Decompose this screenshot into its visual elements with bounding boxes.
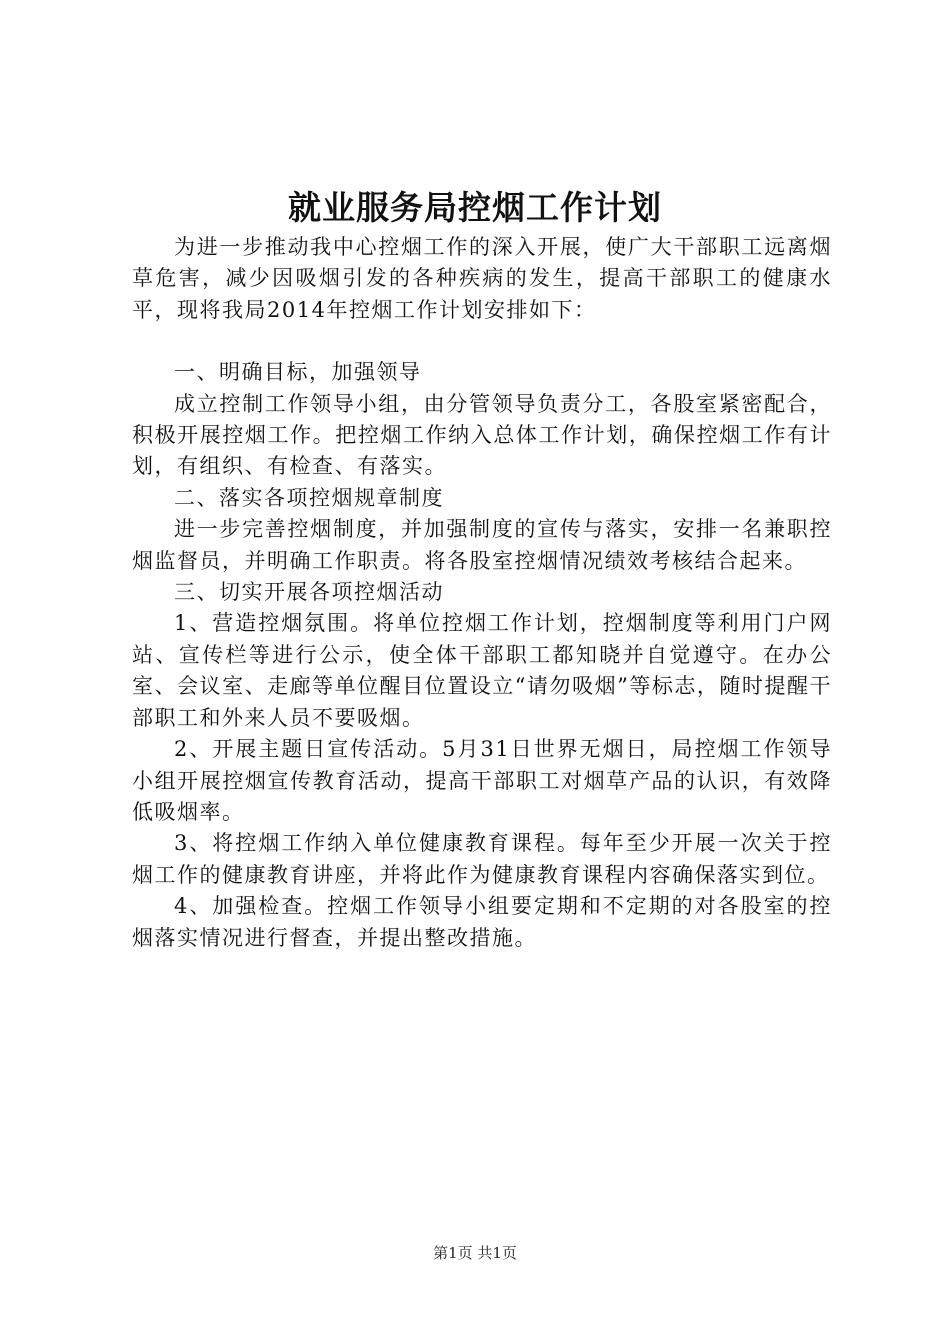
section-3-item-3: 3、将控烟工作纳入单位健康教育课程。每年至少开展一次关于控烟工作的健康教育讲座，并将此作为健康教育课程内容确保落实到位。 — [132, 831, 832, 887]
page-footer: 第1页 共1页 — [433, 1244, 517, 1262]
section-3-heading: 三、切实开展各项控烟活动 — [174, 580, 444, 605]
section-3-item-4: 4、加强检查。控烟工作领导小组要定期和不定期的对各股室的控烟落实情况进行督查，并提出整改措施。 — [132, 894, 832, 950]
section-3-item-1: 1、营造控烟氛围。将单位控烟工作计划，控烟制度等利用门户网站、宣传栏等进行公示，使全体干部职工都知晓并自觉遵守。在办公室、会议室、走廊等单位醒目位置设立“请勿吸烟”等标志，随时提醒干部职工和外来人员不要吸烟。 — [132, 611, 832, 730]
document-title: 就业服务局控烟工作计划 — [288, 188, 662, 227]
document-body — [132, 232, 832, 954]
intro-paragraph: 为进一步推动我中心控烟工作的深入开展，使广大干部职工远离烟草危害，减少因吸烟引发的各种疾病的发生，提高干部职工的健康水平，现将我局2014年控烟工作计划安排如下： — [132, 235, 832, 322]
section-2-body: 进一步完善控烟制度，并加强制度的宣传与落实，安排一名兼职控烟监督员，并明确工作职责。将各股室控烟情况绩效考核结合起来。 — [132, 517, 832, 573]
section-1-body: 成立控制工作领导小组，由分管领导负责分工，各股室紧密配合，积极开展控烟工作。把控烟工作纳入总体工作计划，确保控烟工作有计划，有组织、有检查、有落实。 — [132, 391, 832, 479]
section-3-item-2: 2、开展主题日宣传活动。5月31日世界无烟日，局控烟工作领导小组开展控烟宣传教育活动，提高干部职工对烟草产品的认识，有效降低吸烟率。 — [132, 737, 832, 824]
section-2-heading: 二、落实各项控烟规章制度 — [174, 485, 444, 510]
section-1-heading: 一、明确目标，加强领导 — [174, 360, 422, 385]
